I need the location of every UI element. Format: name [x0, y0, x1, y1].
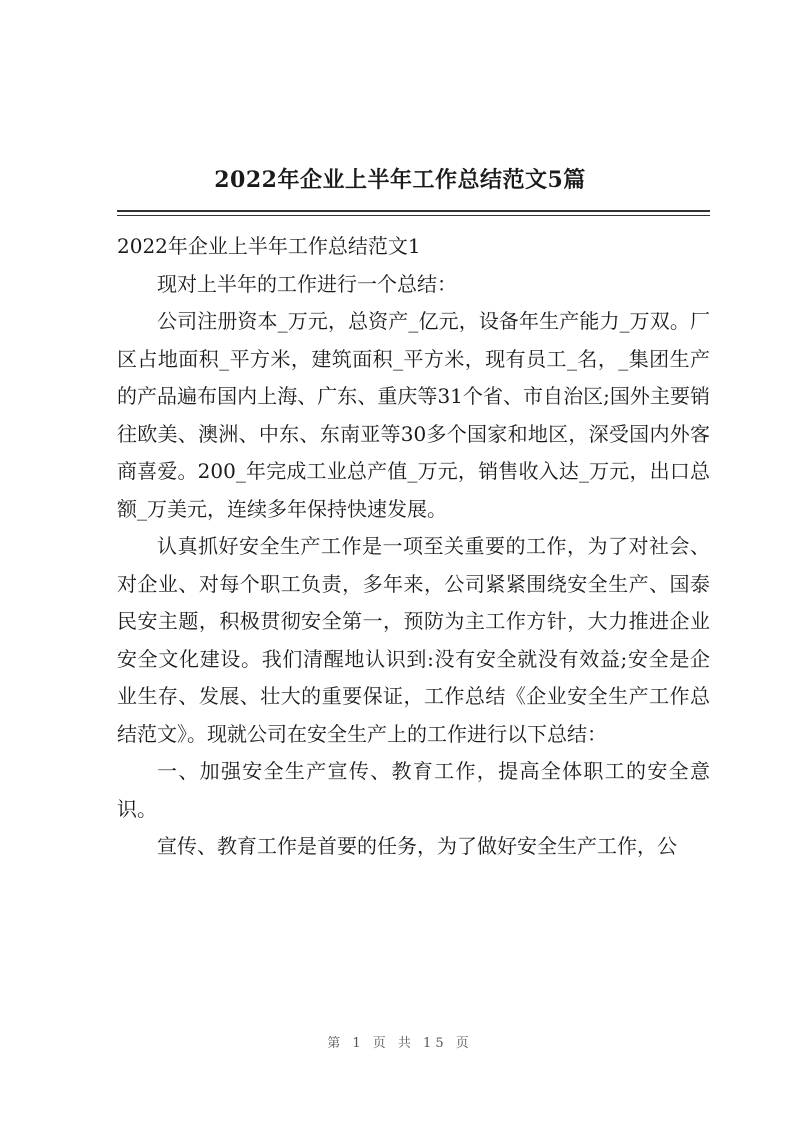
paragraph: 现对上半年的工作进行一个总结： — [157, 271, 457, 296]
document-title: 2022年企业上半年工作总结范文5篇 — [214, 167, 586, 193]
paragraph: 宣传、教育工作是首要的任务，为了做好安全生产工作，公 — [157, 834, 677, 858]
paragraph: 认真抓好安全生产工作是一项至关重要的工作，为了对社会、对企业、对每个职工负责，多年来，公司紧紧围绕安全生产、国泰民安主题，积极贯彻安全第一，预防为主工作方针，大力推进企业安全文化建设。我们清醒地认识到:没有安全就没有效益;安全是企业生存、发展、壮大的重要保证，工作总结《企业安全生产工作总结范文》。现就公司在安全生产上的工作进行以下总结： — [117, 534, 710, 746]
document-body — [117, 228, 710, 866]
title-divider-thin — [117, 215, 710, 216]
section-heading: 2022年企业上半年工作总结范文1 — [117, 234, 421, 258]
paragraph: 公司注册资本_万元，总资产_亿元，设备年生产能力_万双。厂区占地面积_平方米，建筑面积_平方米，现有员工_名，_集团生产的产品遍布国内上海、广东、重庆等31个省、市自治区;国外主要销往欧美、澳洲、中东、东南亚等30多个国家和地区，深受国内外客商喜爱。200_年完成工业总产值_万元，销售收入达_万元，出口总额_万美元，连续多年保持快速发展。 — [117, 309, 710, 521]
paragraph: 一、加强安全生产宣传、教育工作，提高全体职工的安全意识。 — [117, 759, 710, 821]
page-number: 第 1 页 共 15 页 — [327, 1036, 473, 1051]
title-divider — [117, 210, 710, 212]
